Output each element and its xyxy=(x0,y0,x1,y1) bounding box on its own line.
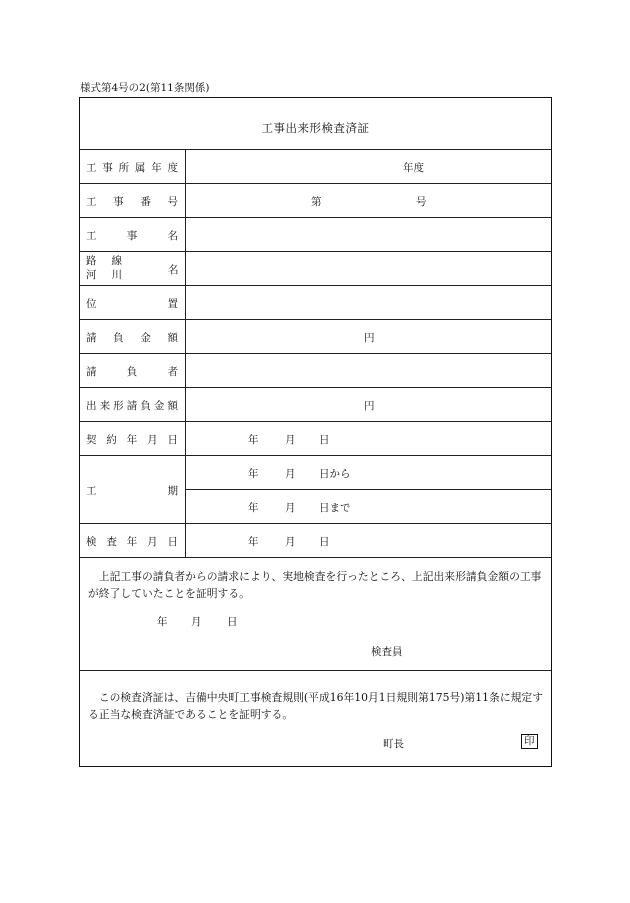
label-work-name: 工 事 名 xyxy=(86,230,178,242)
certification-date-year: 年 xyxy=(157,616,168,628)
mayor-label: 町長 xyxy=(383,738,404,750)
label-contract-amount: 請 負 金 額 xyxy=(86,332,178,344)
inspection-date-month: 月 xyxy=(285,536,296,548)
certificate-frame xyxy=(79,97,552,767)
row-divider xyxy=(80,353,551,354)
fiscal-year-unit: 年度 xyxy=(403,162,424,174)
row-divider xyxy=(80,421,551,422)
inspection-date-year: 年 xyxy=(248,536,259,548)
work-number-suffix: 号 xyxy=(416,196,427,208)
label-route: 路 線 xyxy=(86,255,122,267)
certification-text: 上記工事の請負者からの請求により、実地検査を行ったところ、上記出来形請負金額の工事が終了していたことを証明する。 xyxy=(88,570,542,600)
period-to-day: 日まで xyxy=(319,502,351,514)
contract-date-day: 日 xyxy=(319,434,330,446)
seal-mark: 印 xyxy=(521,734,538,749)
inspector-label: 検査員 xyxy=(371,646,403,658)
contract-amount-unit: 円 xyxy=(364,332,375,344)
period-from-month: 月 xyxy=(285,468,296,480)
row-divider xyxy=(80,251,551,252)
period-from-year: 年 xyxy=(248,468,259,480)
contract-date-month: 月 xyxy=(285,434,296,446)
column-divider xyxy=(185,149,186,557)
row-divider xyxy=(80,455,551,456)
document-title: 工事出来形検査済証 xyxy=(261,121,370,135)
completed-amount-unit: 円 xyxy=(364,400,375,412)
row-divider xyxy=(80,183,551,184)
label-fiscal-year: 工 事 所 属 年 度 xyxy=(86,162,178,174)
form-number: 様式第4号の2(第11条関係) xyxy=(80,82,210,94)
label-completed-amount: 出 来 形 請 負 金 額 xyxy=(86,400,178,412)
label-contractor: 請 負 者 xyxy=(86,366,178,378)
period-to-year: 年 xyxy=(248,502,259,514)
inspection-date-day: 日 xyxy=(319,536,330,548)
row-divider xyxy=(80,319,551,320)
label-inspection-date: 検 査 年 月 日 xyxy=(86,536,178,548)
contract-date-year: 年 xyxy=(248,434,259,446)
label-location: 位 置 xyxy=(86,298,178,310)
row-divider xyxy=(80,285,551,286)
certification-date-day: 日 xyxy=(227,616,238,628)
label-work-number: 工 事 番 号 xyxy=(86,196,178,208)
label-river: 河 川 xyxy=(86,269,122,281)
work-number-prefix: 第 xyxy=(311,196,322,208)
label-route-river-suffix: 名 xyxy=(168,264,179,276)
row-divider xyxy=(80,557,551,558)
period-to-month: 月 xyxy=(285,502,296,514)
row-divider xyxy=(80,670,551,671)
row-divider xyxy=(80,523,551,524)
row-divider xyxy=(80,217,551,218)
period-from-day: 日から xyxy=(319,468,351,480)
row-divider xyxy=(80,149,551,150)
row-divider xyxy=(80,387,551,388)
certification-date-month: 月 xyxy=(191,616,202,628)
row-divider xyxy=(185,489,551,490)
approval-text: この検査済証は、吉備中央町工事検査規則(平成16年10月1日規則第175号)第11条に規定する正当な検査済証であることを証明する。 xyxy=(88,691,544,721)
label-period: 工 期 xyxy=(86,485,178,497)
label-contract-date: 契 約 年 月 日 xyxy=(86,434,178,446)
